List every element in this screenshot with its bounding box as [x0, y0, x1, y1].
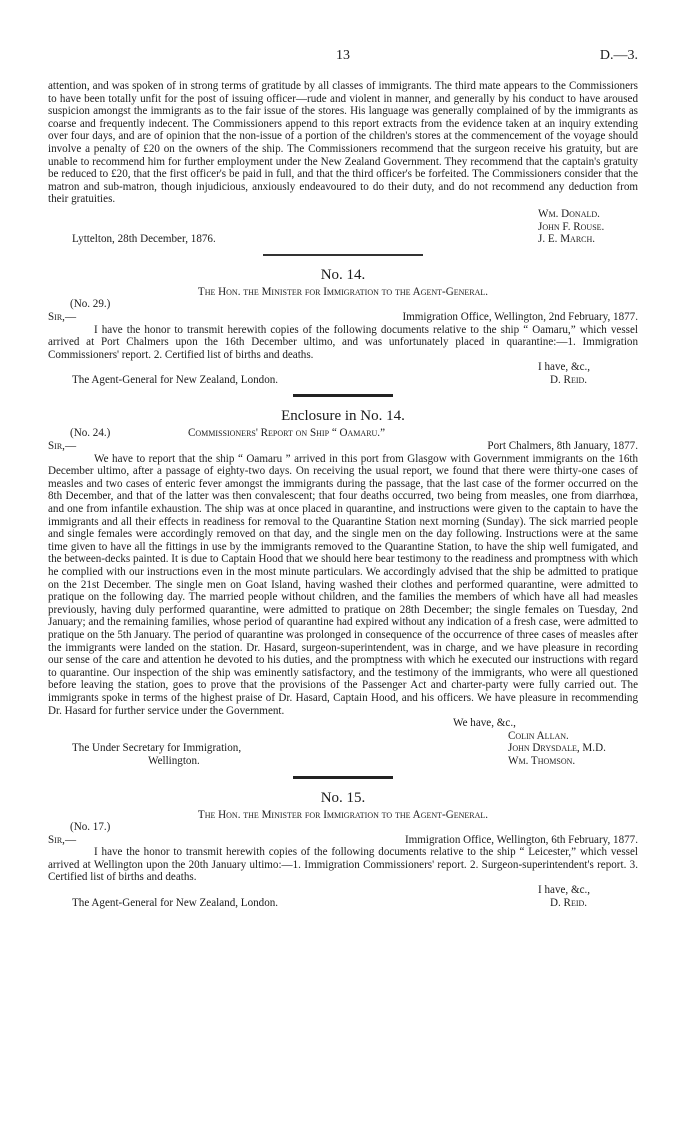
signature-march: J. E. March. — [538, 233, 596, 246]
letter-ref: (No. 17.) — [70, 821, 111, 834]
signature-donald: Wm. Donald. — [538, 207, 600, 220]
closing: I have, &c., — [538, 361, 591, 374]
dateline: Immigration Office, Wellington, 2nd February, 1877. — [402, 310, 638, 323]
section-divider — [263, 254, 423, 256]
letter-body: I have the honor to transmit herewith copies of the following documents relative to the ship “ Oamaru,” which vessel arrived at Port Chalmers upon the 16th December ultimo, and was unfortunately placed in quarantine:—1. Immigration Commissioners' report. 2. Certified list of births and deaths. — [48, 323, 638, 361]
enclosure-no-14 — [48, 407, 638, 767]
signature-rouse: John F. Rouse. — [538, 220, 605, 233]
page-number: 13 — [336, 48, 350, 63]
place-date: Lyttelton, 28th December, 1876. — [72, 233, 216, 246]
section-divider — [293, 776, 393, 779]
closing: I have, &c., — [538, 884, 591, 897]
letter-body: I have the honor to transmit herewith copies of the following documents relative to the ship “ Leicester,” which vessel arrived at Wellington upon the 20th January ultimo:—1. Immigration Commissioners' report. 2. Surgeon-superintendent's report. 3. Certified list of births and deaths. — [48, 846, 638, 884]
signature-allan: Colin Allan. — [508, 729, 569, 742]
dateline: Port Chalmers, 8th January, 1877. — [487, 440, 638, 453]
enclosure-ref: (No. 24.) — [70, 427, 111, 440]
signature: D. Reid. — [550, 896, 588, 909]
closing: We have, &c., — [453, 717, 516, 730]
signature-drysdale: John Drysdale, M.D. — [508, 742, 606, 755]
enclosure-body: We have to report that the ship “ Oamaru ” arrived in this port from Glasgow with Government immigrants on the 16th December ultimo, after a passage of eighty-two days. On receiving the usual report, we found that there were thirty-one cases of measles and two cases of enteric fever amongst the immigrants during the passage, that the last case of the former occurred on the 8th December, and that of the latter was then convalescent; that four deaths occurred, two being from measles, one from diarrhœa, and one from infantile exhaustion. The ship was at once placed in quarantine, and instructions were given to the captain to have the immigrants and all their effects in readiness for removal to the Quarantine Station next morning (Sunday). The sick married people and single females were accordingly removed on that day, and the single men on the day following. Instructions were at the same time given to have all the fittings in use by the immigrants removed to the Quarantine Station, to have the ship well fumigated, and the between-decks painted. It is due to Captain Hood that we should here bear testimony to the readiness and promptness with which he complied with our instructions even in the most minute particulars. We accordingly advised that the ship be admitted to pratique on the 21st December. The single men on Goat Island, having washed their clothes and performed quarantine, were admitted to pratique on the following day. The married people without children, and the families the members of which have all had measles previously, having duly performed quarantine, were admitted to pratique on 28th December; the single females on Tuesday, 2nd January; and the remaining families, whose period of quarantine had expired without any indication of a fresh case, were admitted to pratique on the 5th January. The period of quarantine was prolonged in consequence of the occurrence of three cases of measles after the immigrants were landed on the station. Dr. Hasard, surgeon-superintendent, was in charge, and we have pleasure in recording our sense of the care and attention he devoted to his duties, and the promptness with which he executed our instructions with regard to quarantine. Our inspection of the ship was eminently satisfactory, and the testimony of the immigrants, who were all questioned before leaving the station, goes to prove that the provisions of the Passenger Act and charter-party were fully carried out. The immigrants spoke in terms of the highest praise of Dr. Hasard, Captain Hood, and his officers. We have pleasure in recommending Dr. Hasard for further service under the Government. — [48, 452, 638, 717]
previous-report-continuation — [48, 80, 638, 246]
letter-no-14 — [48, 266, 638, 387]
dateline: Immigration Office, Wellington, 6th February, 1877. — [404, 833, 638, 846]
page-header — [48, 50, 638, 80]
letter-ref: (No. 29.) — [70, 298, 111, 311]
signature: D. Reid. — [550, 373, 588, 386]
salutation: Sir,— — [48, 310, 77, 323]
letter-no-15 — [48, 789, 638, 910]
section-divider — [293, 394, 393, 397]
letter-subheading: The Hon. the Minister for Immigration to the Agent-General. — [197, 285, 489, 298]
addressee-city: Wellington. — [148, 754, 200, 767]
signature-thomson: Wm. Thomson. — [508, 754, 576, 767]
addressee: The Under Secretary for Immigration, — [72, 742, 242, 755]
addressee: The Agent-General for New Zealand, London. — [72, 373, 279, 386]
letter-heading: No. 15. — [320, 789, 366, 806]
enclosure-heading: Enclosure in No. 14. — [281, 408, 405, 425]
letter-subheading: The Hon. the Minister for Immigration to the Agent-General. — [197, 808, 489, 821]
enclosure-title: Commissioners' Report on Ship “ Oamaru.” — [188, 427, 386, 440]
document-reference: D.—3. — [599, 48, 638, 63]
salutation: Sir,— — [48, 833, 77, 846]
letter-heading: No. 14. — [320, 266, 366, 283]
salutation: Sir,— — [48, 440, 77, 453]
continuation-paragraph: attention, and was spoken of in strong terms of gratitude by all classes of immigrants. The third mate appears to the Commissioners to have been totally unfit for the post of issuing officer—rude and violent in manner, and generally by his conduct to have aroused suspicion amongst the immigrants as to the fair issue of the stores. His language was generally complained of by the immigrants as coarse and frequently indecent. The Commissioners append to this report extracts from the evidence taken at an inquiry extending over four days, and are of opinion that the non-issue of a portion of the children's stores at the commencement of the voyage should involve a penalty of £20 on the owners of the ship. The Commissioners recommend that the surgeon receive his gratuity, but are unable to recommend him for further employment under the New Zealand Government. They recommend that the captain's gratuity be reduced to £20, that the first officer's be paid in full, and that the third officer's be forfeited. The Commissioners consider that the matron and sub-matron, though injudicious, anxiously endeavoured to do their duty, and do not recommend any deduction from their gratuities. — [48, 80, 638, 206]
addressee: The Agent-General for New Zealand, London. — [72, 896, 279, 909]
